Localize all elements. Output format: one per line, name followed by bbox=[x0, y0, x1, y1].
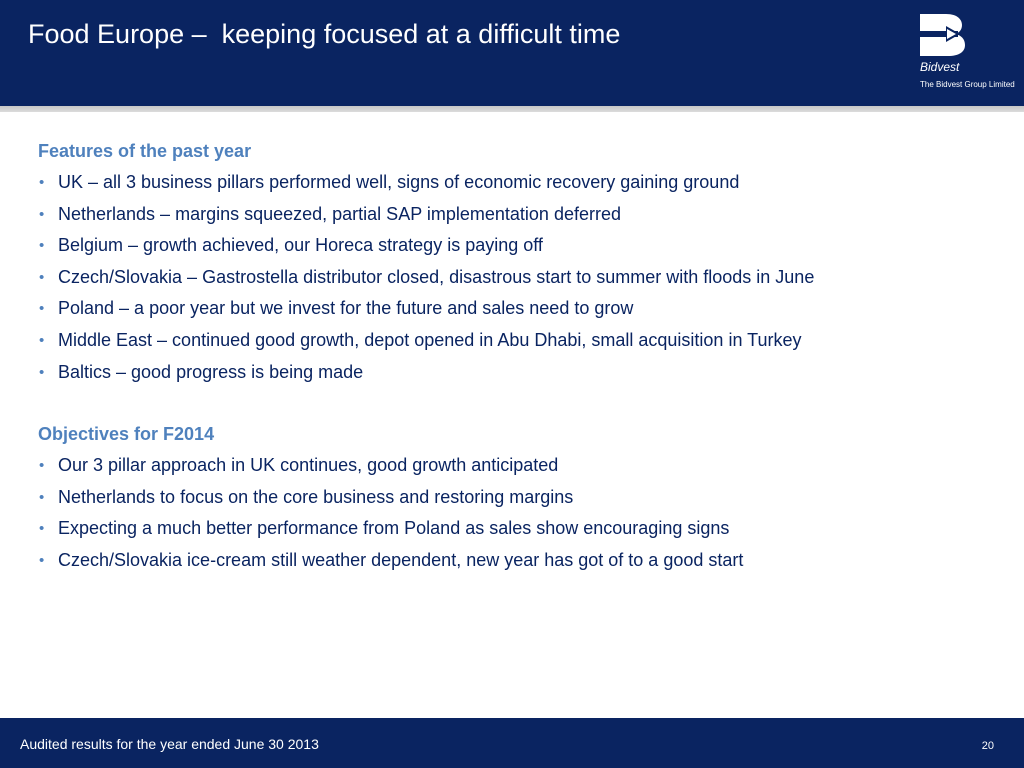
logo-wordmark: Bidvest bbox=[920, 60, 960, 74]
section-heading-features: Features of the past year bbox=[38, 141, 252, 161]
logo-subtitle: The Bidvest Group Limited bbox=[920, 80, 1015, 89]
bidvest-logo bbox=[912, 12, 1015, 96]
list-item: • Middle East – continued good growth, depot opened in Abu Dhabi, small acquisition in Turkey bbox=[38, 325, 998, 357]
list-item: • Baltics – good progress is being made bbox=[38, 357, 998, 389]
objectives-list bbox=[38, 450, 998, 576]
bullet-icon: • bbox=[39, 363, 45, 381]
bidvest-b-icon bbox=[918, 12, 968, 58]
section-spacer bbox=[38, 388, 998, 419]
bullet-icon: • bbox=[39, 488, 45, 506]
features-list bbox=[38, 167, 998, 388]
list-item: • Netherlands to focus on the core business and restoring margins bbox=[38, 482, 998, 514]
footer-caption: Audited results for the year ended June 30 2013 bbox=[20, 736, 319, 752]
bullet-icon: • bbox=[39, 237, 45, 255]
page-number: 20 bbox=[981, 740, 994, 752]
list-item: • Expecting a much better performance from Poland as sales show encouraging signs bbox=[38, 513, 998, 545]
bullet-icon: • bbox=[39, 300, 45, 318]
bullet-icon: • bbox=[39, 457, 45, 475]
slide-title: Food Europe – keeping focused at a difficult time bbox=[28, 19, 621, 49]
header-bar bbox=[0, 0, 1024, 106]
list-item: • Czech/Slovakia – Gastrostella distributor closed, disastrous start to summer with floods in June bbox=[38, 262, 998, 294]
list-item: • Netherlands – margins squeezed, partial SAP implementation deferred bbox=[38, 199, 998, 231]
list-item: • Poland – a poor year but we invest for the future and sales need to grow bbox=[38, 293, 998, 325]
bullet-icon: • bbox=[39, 268, 45, 286]
list-item: • UK – all 3 business pillars performed well, signs of economic recovery gaining ground bbox=[38, 167, 998, 199]
bullet-icon: • bbox=[39, 205, 45, 223]
bullet-icon: • bbox=[39, 331, 45, 349]
list-item: • Our 3 pillar approach in UK continues, good growth anticipated bbox=[38, 450, 998, 482]
footer-bar bbox=[0, 718, 1024, 768]
bullet-icon: • bbox=[39, 551, 45, 569]
section-heading-objectives: Objectives for F2014 bbox=[38, 424, 215, 445]
header-divider bbox=[0, 106, 1024, 112]
list-item: • Czech/Slovakia ice-cream still weather dependent, new year has got of to a good start bbox=[38, 545, 998, 577]
bullet-icon: • bbox=[39, 174, 45, 191]
list-item: • Belgium – growth achieved, our Horeca strategy is paying off bbox=[38, 230, 998, 262]
slide-body bbox=[38, 136, 998, 577]
bullet-icon: • bbox=[39, 520, 45, 538]
